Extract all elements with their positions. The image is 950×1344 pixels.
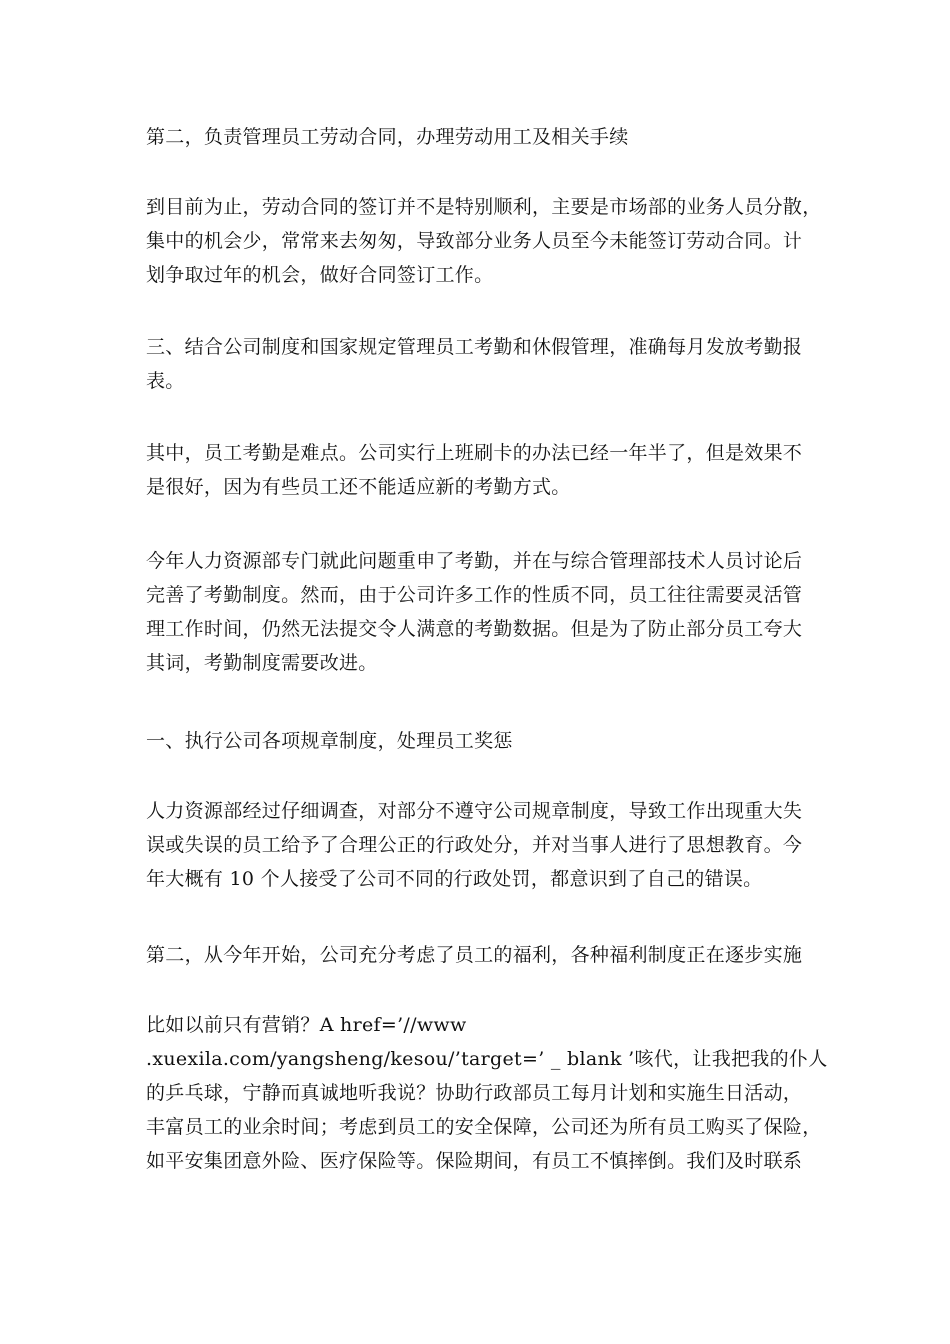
text-line: 第二，从今年开始，公司充分考虑了员工的福利，各种福利制度正在逐步实施 (146, 944, 803, 966)
text-line: 年大概有 10 个人接受了公司不同的行政处罚，都意识到了自己的错误。 (146, 868, 763, 890)
paragraph-attendance-improvement (146, 544, 816, 680)
text-line: 一、执行公司各项规章制度，处理员工奖惩 (146, 730, 513, 752)
text-line: 第二，负责管理员工劳动合同，办理劳动用工及相关手续 (146, 126, 629, 148)
text-line: 完善了考勤制度。然而，由于公司许多工作的性质不同，员工往往需要灵活管 (146, 584, 803, 606)
paragraph-attendance-difficulty (146, 436, 816, 504)
text-line: 其词，考勤制度需要改进。 (146, 652, 378, 674)
text-line: 集中的机会少，常常来去匆匆，导致部分业务人员至今未能签订劳动合同。计 (146, 230, 803, 252)
text-line: 其中，员工考勤是难点。公司实行上班刷卡的办法已经一年半了，但是效果不 (146, 442, 803, 464)
paragraph-welfare-details (146, 1008, 828, 1178)
text-line: 如平安集团意外险、医疗保险等。保险期间，有员工不慎摔倒。我们及时联系 (146, 1150, 803, 1172)
text-line: 是很好，因为有些员工还不能适应新的考勤方式。 (146, 476, 571, 498)
paragraph-welfare-heading (146, 938, 816, 972)
text-line: .xuexila.com/yangsheng/kesou/’target=’ _ blank ’咳代，让我把我的仆人 (146, 1048, 828, 1070)
text-line: 误或失误的员工给予了合理公正的行政处分，并对当事人进行了思想教育。今 (146, 834, 803, 856)
text-line: 比如以前只有营销？A href=’//www (146, 1014, 467, 1036)
text-line: 三、结合公司制度和国家规定管理员工考勤和休假管理，准确每月发放考勤报 (146, 336, 803, 358)
text-line: 理工作时间，仍然无法提交令人满意的考勤数据。但是为了防止部分员工夸大 (146, 618, 803, 640)
text-line: 划争取过年的机会，做好合同签订工作。 (146, 264, 494, 286)
text-line: 到目前为止，劳动合同的签订并不是特别顺利，主要是市场部的业务人员分散， (146, 196, 822, 218)
paragraph-contract-progress (146, 190, 822, 292)
paragraph-rules-heading (146, 724, 816, 758)
text-line: 丰富员工的业余时间；考虑到员工的安全保障，公司还为所有员工购买了保险， (146, 1116, 822, 1138)
paragraph-contract-heading (146, 120, 816, 154)
text-line: 表。 (146, 370, 185, 392)
text-line: 的乒乓球，宁静而真诚地听我说？协助行政部员工每月计划和实施生日活动， (146, 1082, 803, 1104)
paragraph-disciplinary-actions (146, 794, 816, 896)
text-line: 人力资源部经过仔细调查，对部分不遵守公司规章制度，导致工作出现重大失 (146, 800, 803, 822)
text-line: 今年人力资源部专门就此问题重申了考勤，并在与综合管理部技术人员讨论后 (146, 550, 803, 572)
paragraph-attendance-heading (146, 330, 816, 398)
